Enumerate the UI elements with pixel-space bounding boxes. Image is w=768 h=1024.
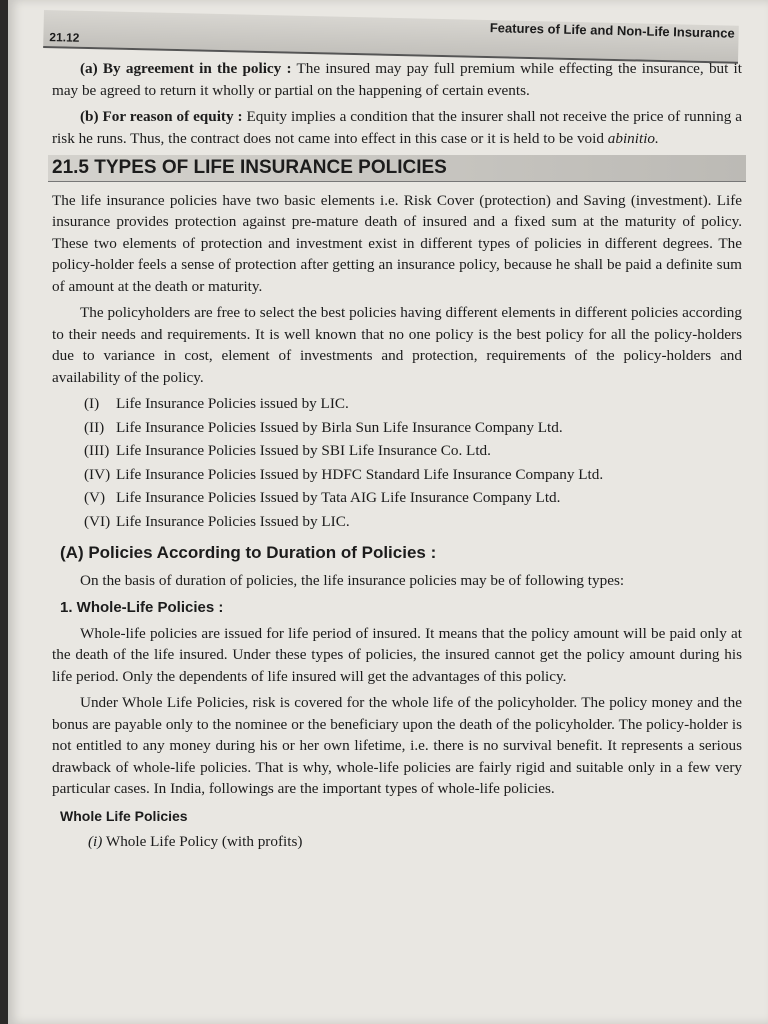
section-paragraph-2: The policyholders are free to select the best policies having different elements in different policies according to their needs and requirements. It is well known that no one policy is the best policy for all the policy-holders due to variance in cost, element of investments and protection, requirements of the policy-holders and availability of the policy. bbox=[52, 304, 742, 386]
list-item: (IV) Life Insurance Policies Issued by HDFC Standard Life Insurance Company Ltd. bbox=[84, 465, 604, 483]
list-item: (II) Life Insurance Policies Issued by Birla Sun Life Insurance Company Ltd. bbox=[84, 418, 563, 436]
page-content bbox=[52, 40, 742, 858]
list-item: (III) Life Insurance Policies Issued by SBI Life Insurance Co. Ltd. bbox=[84, 442, 491, 459]
para-b-label: (b) For reason of equity : bbox=[80, 108, 243, 125]
running-title: Features of Life and Non-Life Insurance bbox=[489, 20, 735, 41]
section-paragraph-1: The life insurance policies have two basic elements i.e. Risk Cover (protection) and Saving (investment). Life insurance provides protection against pre-mature death of insured and a fixed sum at the maturity of policy. These two elements of protection and investment exist in different types of policies in different degrees. The policy-holder feels a sense of protection after getting an insurance policy, because he shall be paid a definite sum of amount at the death or maturity. bbox=[52, 191, 742, 295]
para-a-text: The insured may pay full premium while effecting the insurance, but it may be agreed to return it wholly or partial on the happening of certain events. bbox=[52, 60, 742, 99]
whole-life-paragraph-1: Whole-life policies are issued for life period of insured. It means that the policy amount will be paid only at the death of the life insured. Under these types of policies, the insured cannot get the policy amount during his life period. Only the dependents of life insured will get the advantages of this policy. bbox=[52, 624, 742, 685]
section-heading: 21.5 TYPES OF LIFE INSURANCE POLICIES bbox=[48, 155, 746, 182]
whole-life-policies-heading: Whole Life Policies bbox=[60, 807, 188, 824]
whole-life-paragraph-2: Under Whole Life Policies, risk is covered for the whole life of the policyholder. The policy money and the bonus are payable only to the nominee or the beneficiary upon the death of the policyholder. The policy-holder is not entitled to any money during his or her own lifetime, i.e. there is no survival benefit. It represents a serious drawback of whole-life policies. That is why, whole-life policies are fairly rigid and suitable only in a few very particular cases. In India, followings are the important types of whole-life policies. bbox=[52, 694, 742, 797]
book-page bbox=[8, 0, 768, 1024]
policy-list bbox=[84, 393, 742, 532]
subsection-intro: On the basis of duration of policies, the life insurance policies may be of following types: bbox=[80, 571, 625, 589]
para-b-tail: abinitio. bbox=[607, 129, 659, 147]
para-a-label: (a) By agreement in the policy : bbox=[80, 60, 292, 77]
page-number: 21.12 bbox=[49, 30, 80, 45]
list-item: (I) Life Insurance Policies issued by LIC. bbox=[84, 395, 349, 412]
whole-life-heading: 1. Whole-Life Policies : bbox=[60, 599, 224, 616]
paragraph-equity bbox=[52, 106, 742, 149]
whole-life-policy-item: (i) Whole Life Policy (with profits) bbox=[88, 833, 303, 850]
subsection-heading: (A) Policies According to Duration of Policies : bbox=[60, 543, 437, 562]
list-item: (VI) Life Insurance Policies Issued by LIC. bbox=[84, 512, 350, 530]
list-item: (V) Life Insurance Policies Issued by Tata AIG Life Insurance Company Ltd. bbox=[84, 489, 561, 506]
para-b-text: Equity implies a condition that the insurer shall not receive the price of running a risk he runs. Thus, the contract does not came into effect in this case or it is held to be void bbox=[52, 108, 743, 147]
paragraph-agreement bbox=[52, 58, 742, 101]
